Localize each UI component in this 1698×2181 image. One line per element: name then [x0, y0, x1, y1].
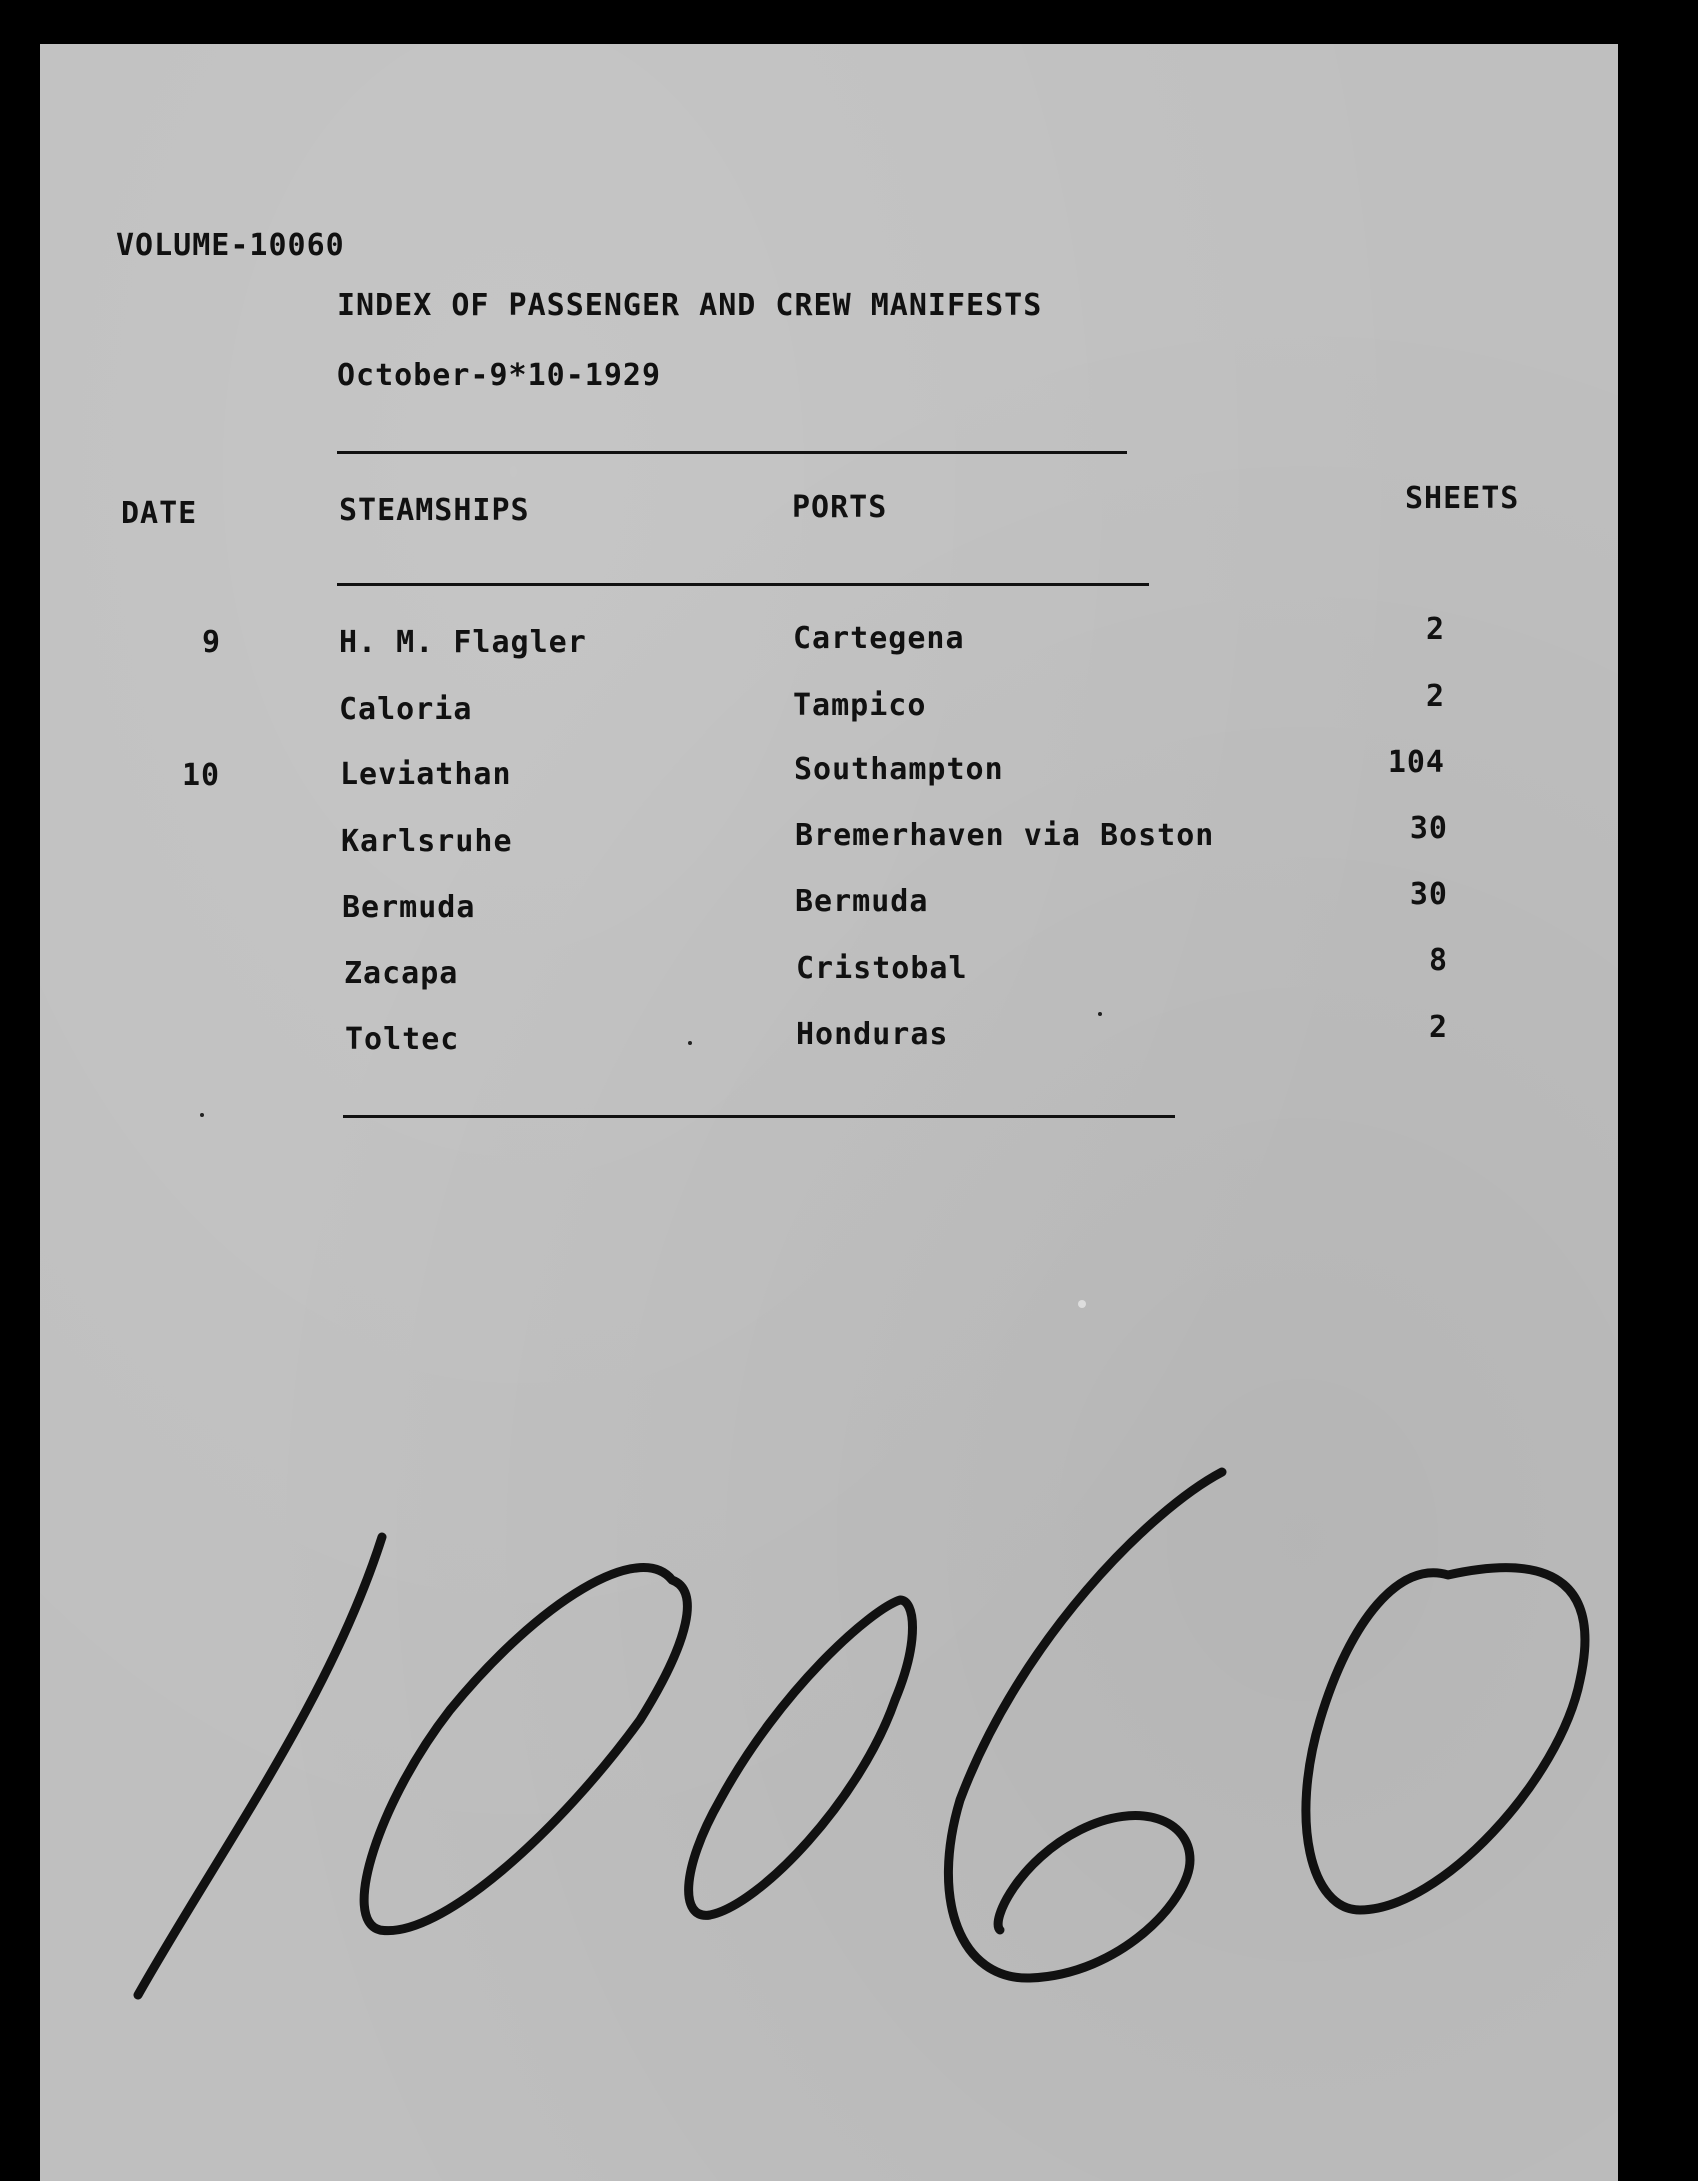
paper-speck [1078, 1300, 1086, 1308]
header-rule-bottom [337, 583, 1149, 586]
row-sheets: 2 [1425, 679, 1445, 714]
row-ship: H. M. Flagler [339, 625, 587, 660]
row-port: Cartegena [793, 621, 965, 656]
row-port: Bermuda [795, 884, 929, 919]
row-ship: Caloria [339, 692, 473, 727]
paper-speck [200, 1113, 204, 1117]
row-port: Cristobal [796, 951, 968, 986]
row-port: Tampico [793, 688, 927, 723]
page-title: INDEX OF PASSENGER AND CREW MANIFESTS [337, 288, 1043, 323]
document-page [40, 44, 1618, 2181]
column-header-ports: PORTS [792, 490, 888, 525]
row-ship: Karlsruhe [341, 824, 513, 859]
table-rule-bottom [343, 1115, 1175, 1118]
row-port: Bremerhaven via Boston [795, 818, 1215, 853]
paper-speck [1098, 1012, 1102, 1016]
row-sheets: 8 [1428, 943, 1448, 978]
volume-label: VOLUME-10060 [116, 228, 345, 263]
row-sheets: 2 [1428, 1010, 1448, 1045]
row-ship: Leviathan [340, 757, 512, 792]
column-header-date: DATE [121, 496, 198, 531]
row-sheets: 104 [1387, 745, 1445, 780]
row-sheets: 2 [1425, 612, 1445, 647]
row-ship: Zacapa [344, 956, 459, 991]
row-ship: Toltec [345, 1022, 460, 1057]
column-header-sheets: SHEETS [1405, 481, 1520, 516]
column-header-steamships: STEAMSHIPS [339, 493, 530, 528]
row-sheets: 30 [1409, 877, 1448, 912]
row-date: 10 [182, 758, 221, 793]
paper-speck [688, 1041, 692, 1045]
row-sheets: 30 [1409, 811, 1448, 846]
row-date: 9 [202, 625, 222, 660]
row-port: Southampton [794, 752, 1004, 787]
date-range: October-9*10-1929 [337, 358, 662, 393]
row-ship: Bermuda [342, 890, 476, 925]
header-rule-top [337, 451, 1127, 454]
row-port: Honduras [796, 1017, 949, 1052]
